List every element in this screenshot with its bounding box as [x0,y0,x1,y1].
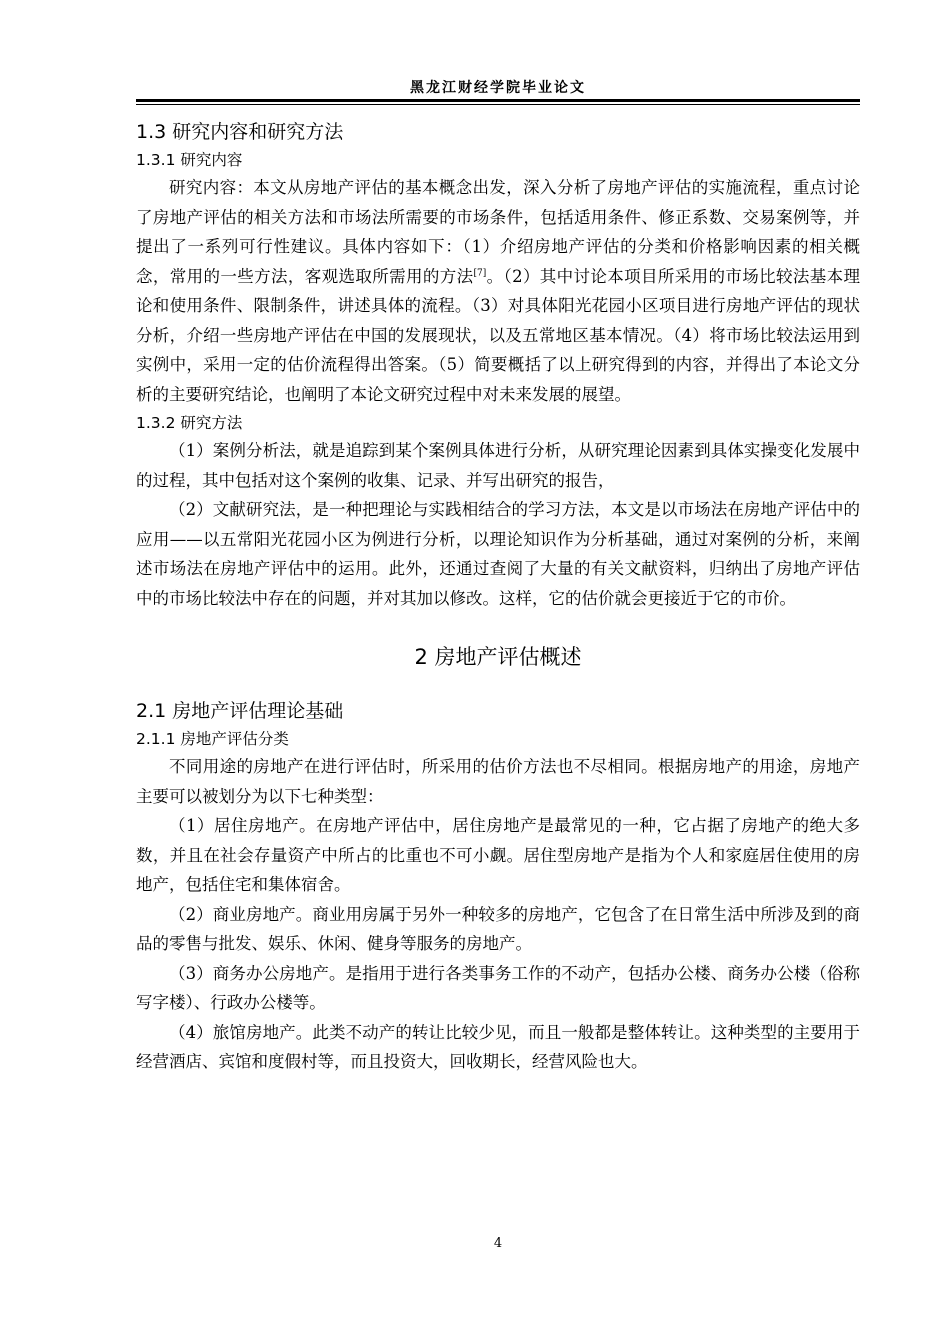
page-number: 4 [493,1236,503,1251]
subsection-heading-1-3-1: 1.3.1 研究内容 [136,151,243,169]
section-heading-2-1: 2.1 房地产评估理论基础 [136,700,344,722]
paragraph-text: 。（2）其中讨论本项目所采用的市场比较法基本理论和使用条件、限制条件，讲述具体的流程。（3）对具体阳光花园小区项目进行房地产评估的现状分析，介绍一些房地产评估在中国的发展现状，以及五常地区基本情况。（4）将市场比较法运用到实例中，采用一定的估价流程得出答案。（5）简要概括了以上研究得到的内容，并得出了本论文分析的主要研究结论，也阐明了本论文研究过程中对未来发展的展望。 [136,266,861,404]
citation-ref: [7] [473,268,487,278]
paragraph-residential: （1）居住房地产。在房地产评估中，居住房地产是最常见的一种，它占据了房地产的绝大多数，并且在社会存量资产中所占的比重也不可小觑。居住型房地产是指为个人和家庭居住使用的房地产，包括住宅和集体宿舍。 [136,816,860,894]
paragraph-commercial: （2）商业房地产。商业用房属于另外一种较多的房地产，它包含了在日常生活中所涉及到的商品的零售与批发、娱乐、休闲、健身等服务的房地产。 [136,904,860,953]
paragraph-text: 研究内容：本文从房地产评估的基本概念出发，深入分析了房地产评估的实施流程，重点讨论了房地产评估的相关方法和市场法所需要的市场条件，包括适用条件、修正系数、交易案例等，并提出了一系列可行性建议。具体内容如下：（1）介绍房地产评估的分类和价格影响因素的相关概念，常用的一些方法，客观选取所需用的方法 [136,178,860,286]
paragraph-literature-research: （2）文献研究法，是一种把理论与实践相结合的学习方法，本文是以市场法在房地产评估中的应用——以五常阳光花园小区为例进行分析，以理论知识作为分析基础，通过对案例的分析，来阐述市场法在房地产评估中的运用。此外，还通过查阅了大量的有关文献资料，归纳出了房地产评估中的市场比较法中存在的问题，并对其加以修改。这样，它的估价就会更接近于它的市价。 [136,500,860,608]
paragraph-office: （3）商务办公房地产。是指用于进行各类事务工作的不动产，包括办公楼、商务办公楼（俗称写字楼）、行政办公楼等。 [136,963,860,1012]
header-rule-thick [136,99,860,102]
paragraph-hotel: （4）旅馆房地产。此类不动产的转让比较少见，而且一般都是整体转让。这种类型的主要用于经营酒店、宾馆和度假村等，而且投资大，回收期长，经营风险也大。 [136,1022,860,1071]
chapter-heading-2: 2 房地产评估概述 [414,645,582,669]
running-header: 黑龙江财经学院毕业论文 [410,80,586,96]
page-body [136,112,860,1077]
paragraph-classification-intro: 不同用途的房地产在进行评估时，所采用的估价方法也不尽相同。根据房地产的用途，房地产主要可以被划分为以下七种类型： [136,757,860,806]
header-rule-thin [136,104,860,105]
subsection-heading-2-1-1: 2.1.1 房地产评估分类 [136,730,289,748]
subsection-heading-1-3-2: 1.3.2 研究方法 [136,414,243,432]
paragraph-case-analysis: （1）案例分析法，就是追踪到某个案例具体进行分析，从研究理论因素到具体实操变化发展中的过程，其中包括对这个案例的收集、记录、并写出研究的报告， [136,441,860,490]
paragraph-research-content [136,173,860,409]
section-heading-1-3: 1.3 研究内容和研究方法 [136,121,344,143]
